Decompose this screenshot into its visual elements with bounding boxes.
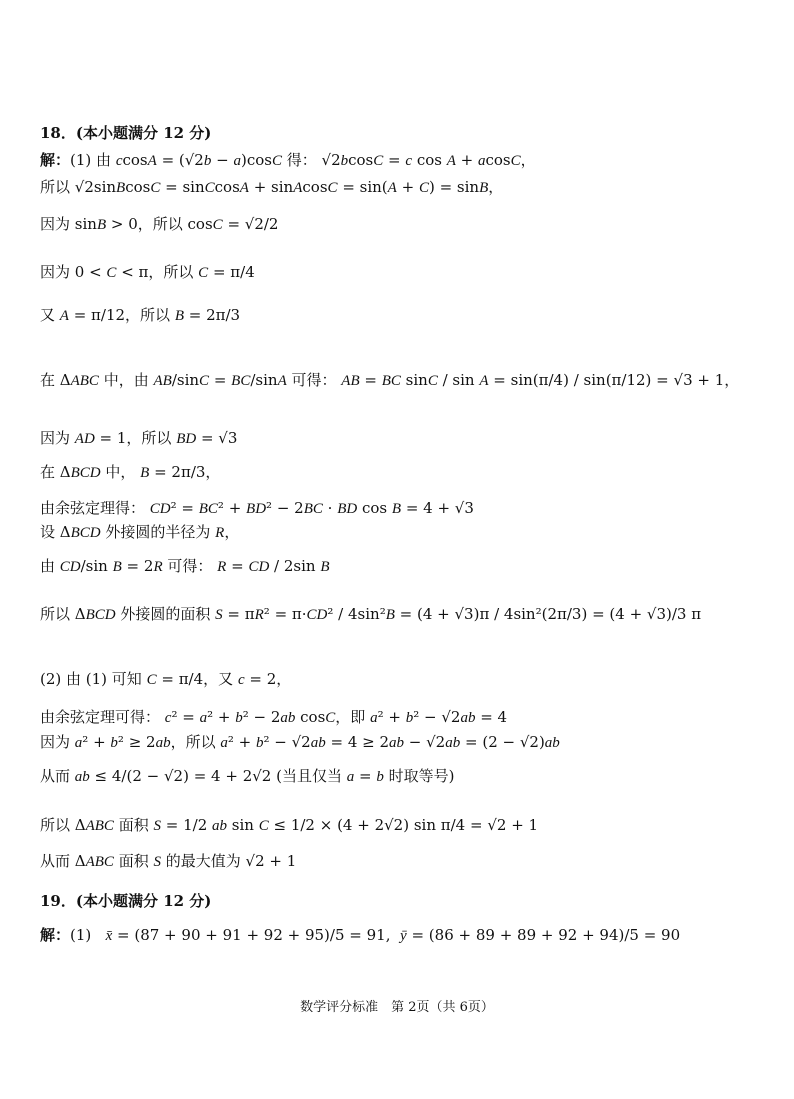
q18-line-16: 从而 ab ≤ 4/(2 − √2) = 4 + 2√2 (当且仅当 a = b 时取等号) — [40, 767, 455, 785]
page-footer: 数学评分标准 第 2页（共 6页） — [300, 1000, 494, 1015]
q18-line-18: 从而 ΔABC 面积 S 的最大值为 √2 + 1 — [40, 852, 297, 870]
q18-line-8: 在 ΔBCD 中， B = 2π/3， — [40, 463, 221, 481]
q18-line-5: 又 A = π/12，所以 B = 2π/3 — [40, 306, 241, 324]
solution-label: 解： — [40, 151, 71, 169]
solution-label: 解： — [40, 926, 71, 944]
q19-heading: 19．(本小题满分 12 分) — [40, 892, 212, 910]
q18-line-12: 所以 ΔBCD 外接圆的面积 S = πR² = π·CD² / 4sin²B = (4 + √3)π / 4sin²(2π/3) = (4 + √3)/3 π — [40, 605, 702, 623]
q18-line-11: 由 CD/sin B = 2R 可得： R = CD / 2sin B — [40, 557, 330, 575]
q18-line-9: 由余弦定理得： CD² = BC² + BD² − 2BC · BD cos B = 4 + √3 — [40, 499, 474, 517]
q18-line-4: 因为 0 < C < π，所以 C = π/4 — [40, 263, 255, 281]
q18-line-10: 设 ΔBCD 外接圆的半径为 R， — [40, 523, 240, 541]
q18-line-14: 由余弦定理可得： c² = a² + b² − 2ab cosC，即 a² + b² − √2ab = 4 — [40, 708, 508, 726]
q18-heading: 18．(本小题满分 12 分) — [40, 124, 212, 142]
q18-line-2: 所以 √2sinBcosC = sinCcosA + sinAcosC = sin(A + C) = sinB， — [40, 178, 504, 196]
q18-line-1: 解：(1) 由 ccosA = (√2b − a)cosC 得： √2bcosC = c cos A + acosC， — [40, 151, 536, 169]
q18-line-3: 因为 sinB > 0，所以 cosC = √2/2 — [40, 215, 279, 233]
q18-line-15: 因为 a² + b² ≥ 2ab，所以 a² + b² − √2ab = 4 ≥ 2ab − √2ab = (2 − √2)ab — [40, 733, 560, 751]
q18-line-17: 所以 ΔABC 面积 S = 1/2 ab sin C ≤ 1/2 × (4 + 2√2) sin π/4 = √2 + 1 — [40, 816, 539, 834]
q18-line-6: 在 ΔABC 中，由 AB/sinC = BC/sinA 可得： AB = BC sinC / sin A = sin(π/4) / sin(π/12) = √3 + 1， — [40, 371, 740, 389]
q18-line-13: (2) 由 (1) 可知 C = π/4，又 c = 2， — [40, 670, 292, 688]
q18-line-7: 因为 AD = 1，所以 BD = √3 — [40, 429, 238, 447]
q19-line-1: 解：(1) x̄ = (87 + 90 + 91 + 92 + 95)/5 = 91, ȳ = (86 + 89 + 89 + 92 + 94)/5 = 90 — [40, 926, 681, 944]
